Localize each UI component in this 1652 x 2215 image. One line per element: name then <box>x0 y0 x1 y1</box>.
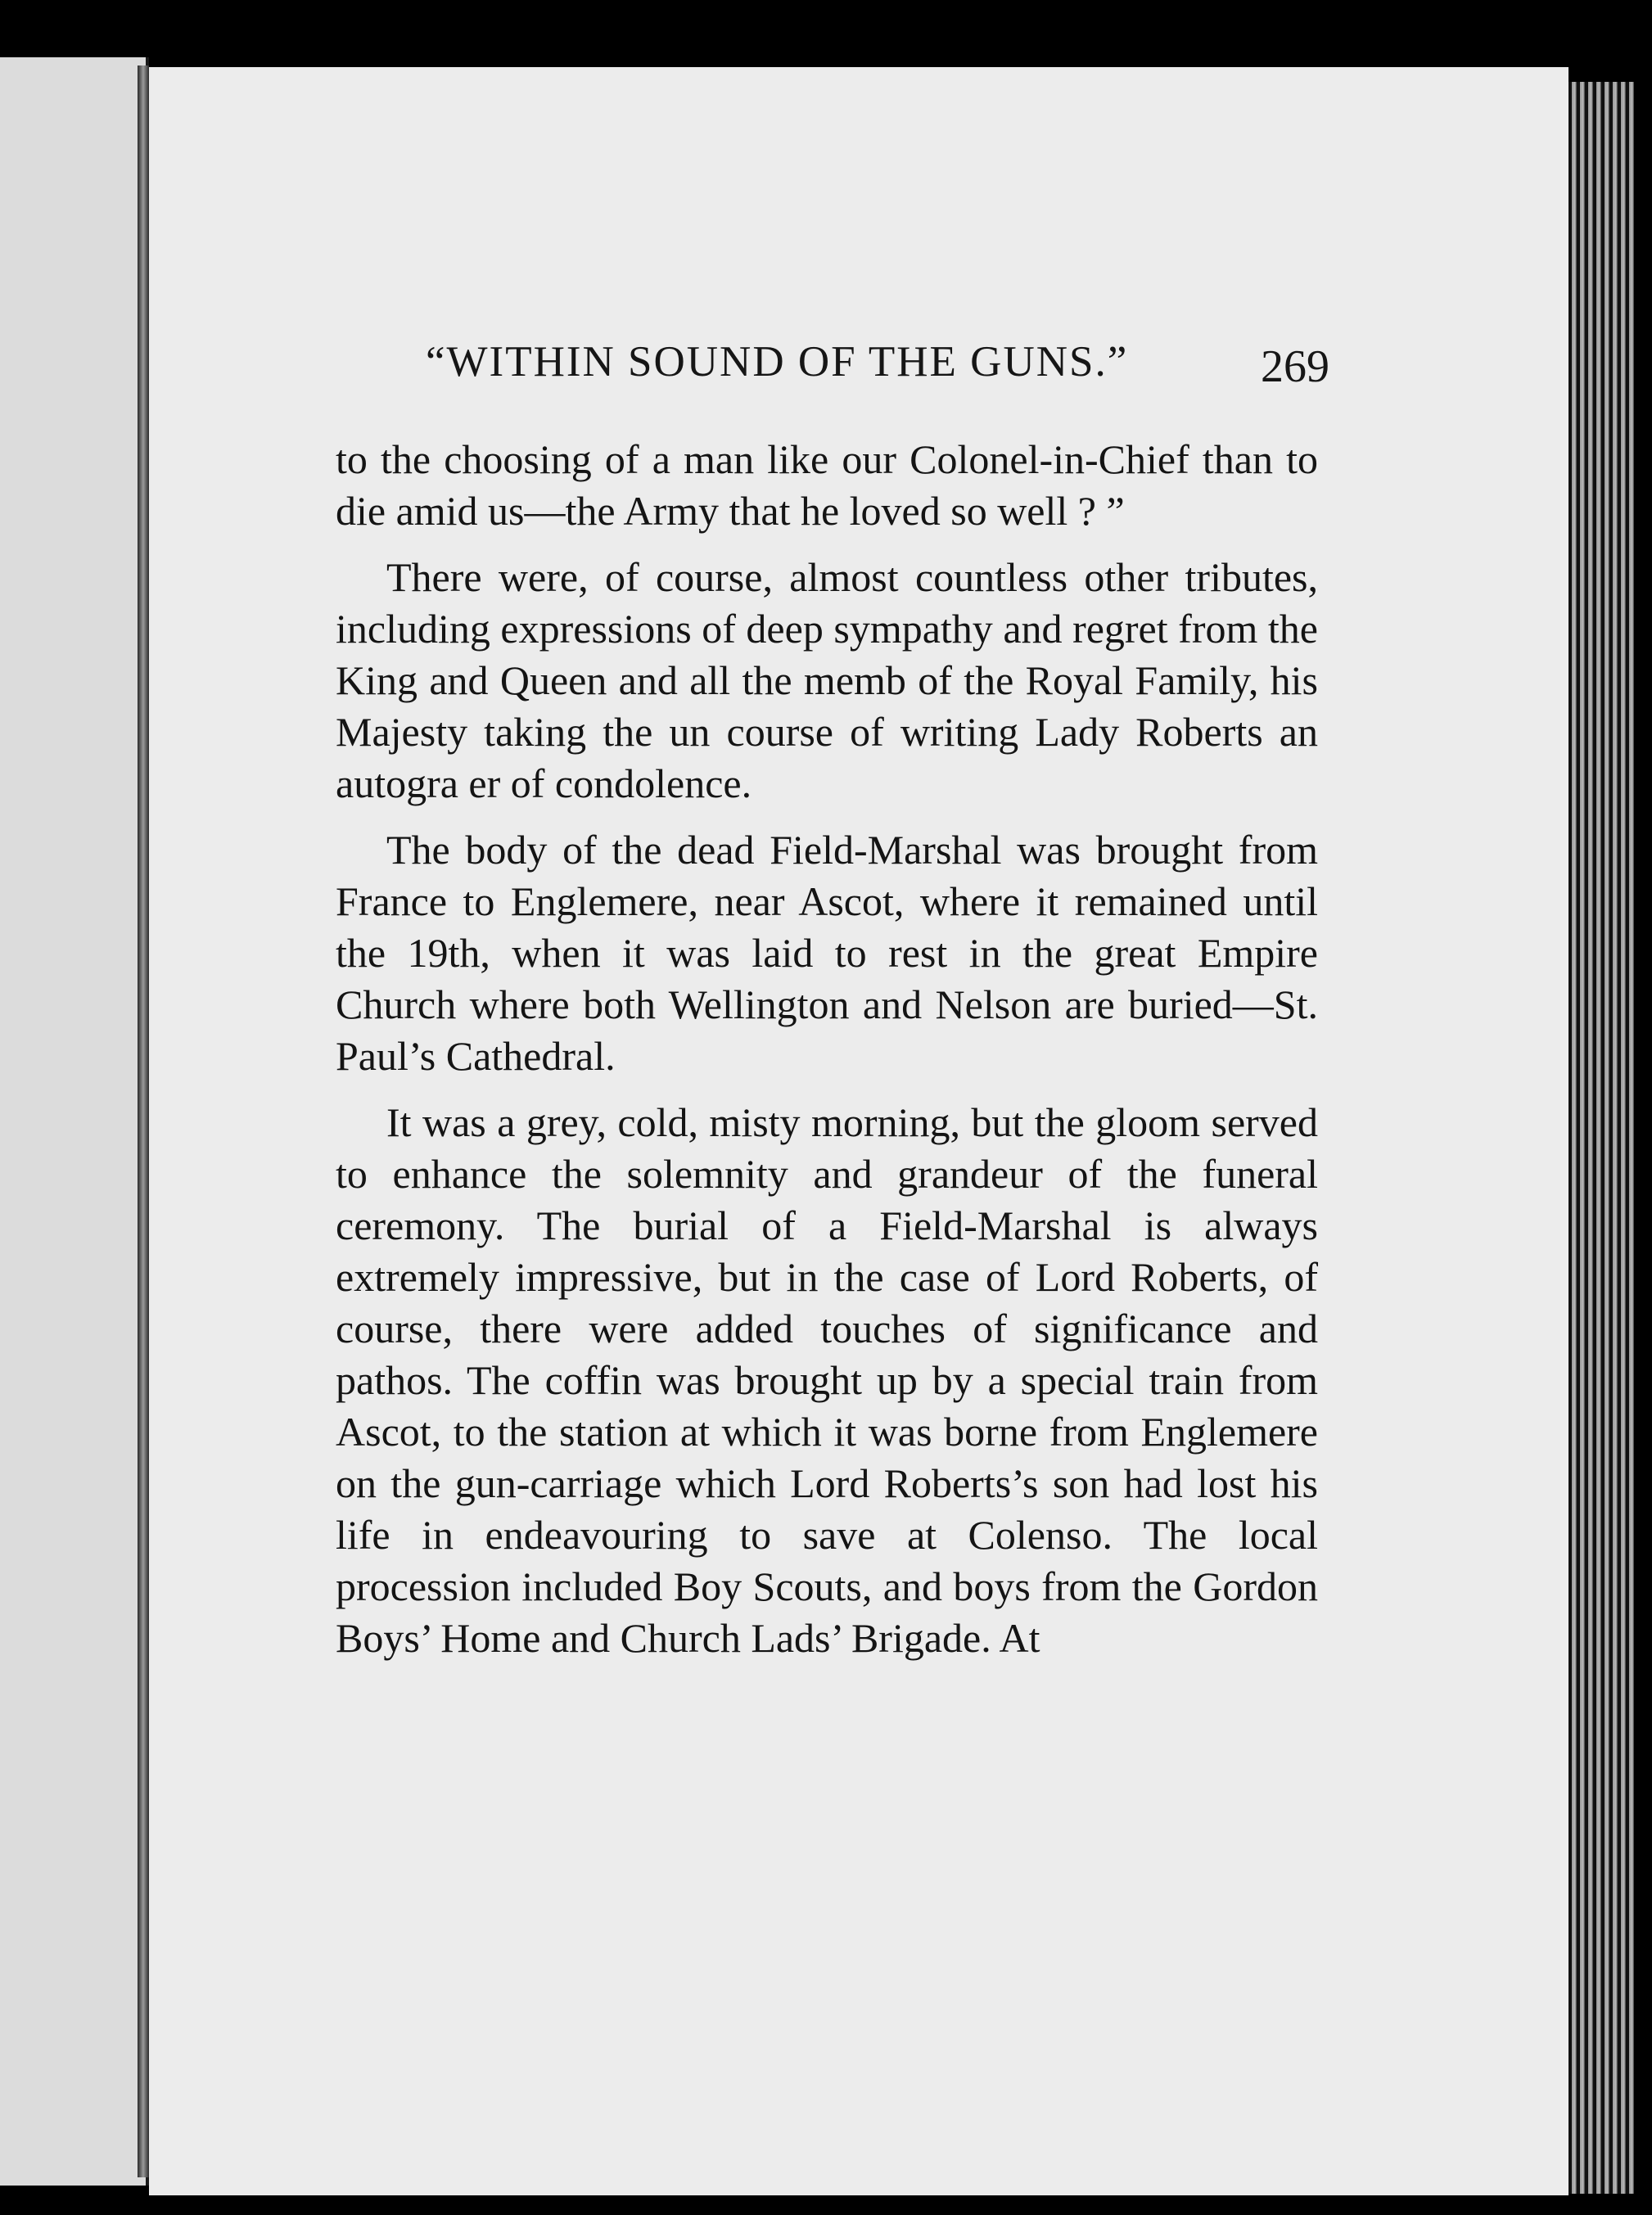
page-stack-edge <box>1568 82 1634 2194</box>
paragraph: to the choosing of a man like our Colonel-in-Chief than to die amid us—the Army that he loved so well ? ” <box>336 436 1318 534</box>
page-header <box>278 337 1329 403</box>
body-text <box>336 434 1318 1664</box>
previous-page-edge <box>0 57 149 2186</box>
book-gutter <box>138 65 149 2177</box>
page-number: 269 <box>1261 341 1329 392</box>
paragraph: The body of the dead Field-Marshal was brought from France to Englemere, near Ascot, where it remained until the 19th, when it was laid to rest in the great Empire Church where both Wellington and Nelson are buried—St. Paul’s Cathedral. <box>336 827 1318 1079</box>
paragraph: There were, of course, almost countless other tributes, including expressions of deep sympathy and regret from the King and Queen and all the memb of the Royal Family, his Majesty taking the un course of writing Lady Roberts an autogra er of condolence. <box>336 554 1318 806</box>
paragraph: It was a grey, cold, misty morning, but the gloom served to enhance the solemnity and grandeur of the funeral ceremony. The burial of a Field-Marshal is always extremely impressive, but in the case of Lord Roberts, of course, there were added touches of significance and pathos. The coffin was brought up by a special train from Ascot, to the station at which it was borne from Englemere on the gun-carriage which Lord Roberts’s son had lost his life in endeavouring to save at Colenso. The local procession included Boy Scouts, and boys from the Gordon Boys’ Home and Church Lads’ Brigade. At <box>336 1099 1318 1661</box>
running-title: “WITHIN SOUND OF THE GUNS.” <box>426 338 1129 386</box>
